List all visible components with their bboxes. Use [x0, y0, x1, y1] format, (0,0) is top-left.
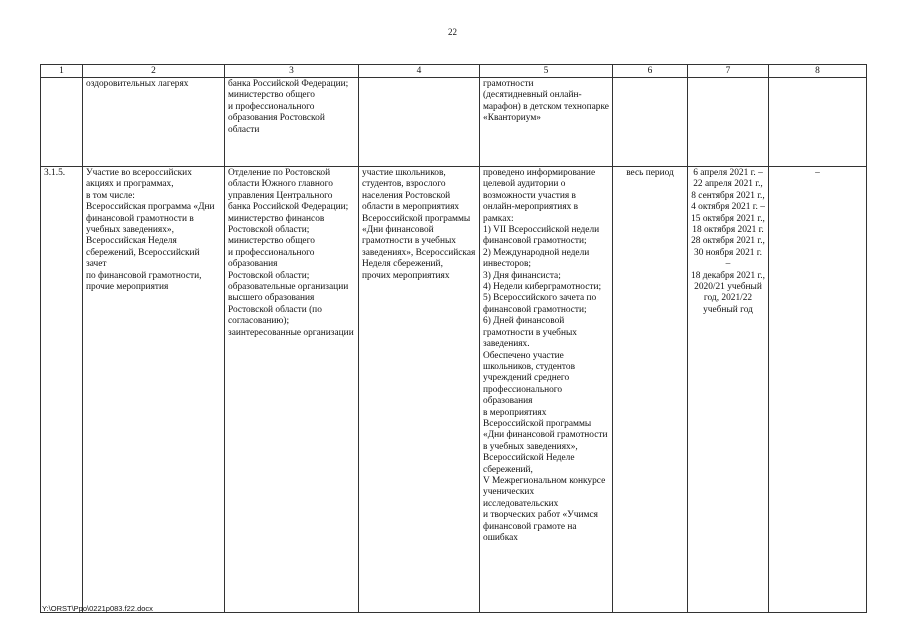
header-cell: 6 — [613, 65, 688, 78]
header-cell: 5 — [480, 65, 613, 78]
cell-number: 3.1.5. — [41, 167, 83, 613]
cell-period — [613, 78, 688, 167]
header-cell: 4 — [359, 65, 480, 78]
cell-dates — [688, 78, 769, 167]
cell-actual-result: проведено информирование целевой аудитории о возможности участия в онлайн-мероприятиях в рамках: 1) VII Всероссийской недели финансовой грамотности; 2) Международной недели инвесторов; 3) Дня финансиста; 4) Недели киберграмотности; 5) Всероссийского зачета по финансовой грамотности; 6) Дней финансовой грамотности в учебных заведениях. Обеспечено участие школьников, студентов учреждений среднего профессионального образования в мероприятиях Всероссийской программы «Дни финансовой грамотности в учебных заведениях», Всероссийской Неделе сбережений, V Межрегиональном конкурсе ученических исследовательских и творческих работ «Учимся финансовой грамоте на ошибках — [480, 167, 613, 613]
header-cell: 7 — [688, 65, 769, 78]
table-header-row — [41, 65, 867, 78]
header-cell: 3 — [225, 65, 359, 78]
cell-executors: банка Российской Федерации; министерство общего и профессионального образования Ростовской области — [225, 78, 359, 167]
header-cell: 8 — [769, 65, 867, 78]
document-table — [40, 64, 867, 613]
table-row-continuation — [41, 78, 867, 167]
page-number: 22 — [448, 27, 457, 37]
cell-number — [41, 78, 83, 167]
cell-expected-result — [359, 78, 480, 167]
cell-executors: Отделение по Ростовской области Южного главного управления Центрального банка Российской Федерации; министерство финансов Ростовской области; министерство общего и профессионального образования Ростовской области; образовательные организации высшего образования Ростовской области (по согласованию); заинтересованные организации — [225, 167, 359, 613]
header-cell: 2 — [83, 65, 225, 78]
cell-dates: 6 апреля 2021 г. – 22 апреля 2021 г., 8 сентября 2021 г., 4 октября 2021 г. – 15 октября 2021 г., 18 октября 2021 г. 28 октября 2021 г., 30 ноября 2021 г. – 18 декабря 2021 г., 2020/21 учебный год, 2021/22 учебный год — [688, 167, 769, 613]
cell-activity: Участие во всероссийских акциях и программах, в том числе: Всероссийская программа «Дни финансовой грамотности в учебных заведениях», Всероссийская Неделя сбережений, Всероссийский зачет по финансовой грамотности, прочие мероприятия — [83, 167, 225, 613]
cell-activity: оздоровительных лагерях — [83, 78, 225, 167]
file-path-footer: Y:\ORST\Ppo\0221p083.f22.docx — [42, 604, 153, 613]
cell-period: весь период — [613, 167, 688, 613]
table-row — [41, 167, 867, 613]
header-cell: 1 — [41, 65, 83, 78]
cell-actual-result: грамотности (десятидневный онлайн-марафон) в детском технопарке «Кванториум» — [480, 78, 613, 167]
cell-expected-result: участие школьников, студентов, взрослого населения Ростовской области в мероприятиях Всероссийской программы «Дни финансовой грамотности в учебных заведениях», Всероссийская Неделя сбережений, прочих мероприятиях — [359, 167, 480, 613]
cell-notes — [769, 78, 867, 167]
cell-notes: – — [769, 167, 867, 613]
